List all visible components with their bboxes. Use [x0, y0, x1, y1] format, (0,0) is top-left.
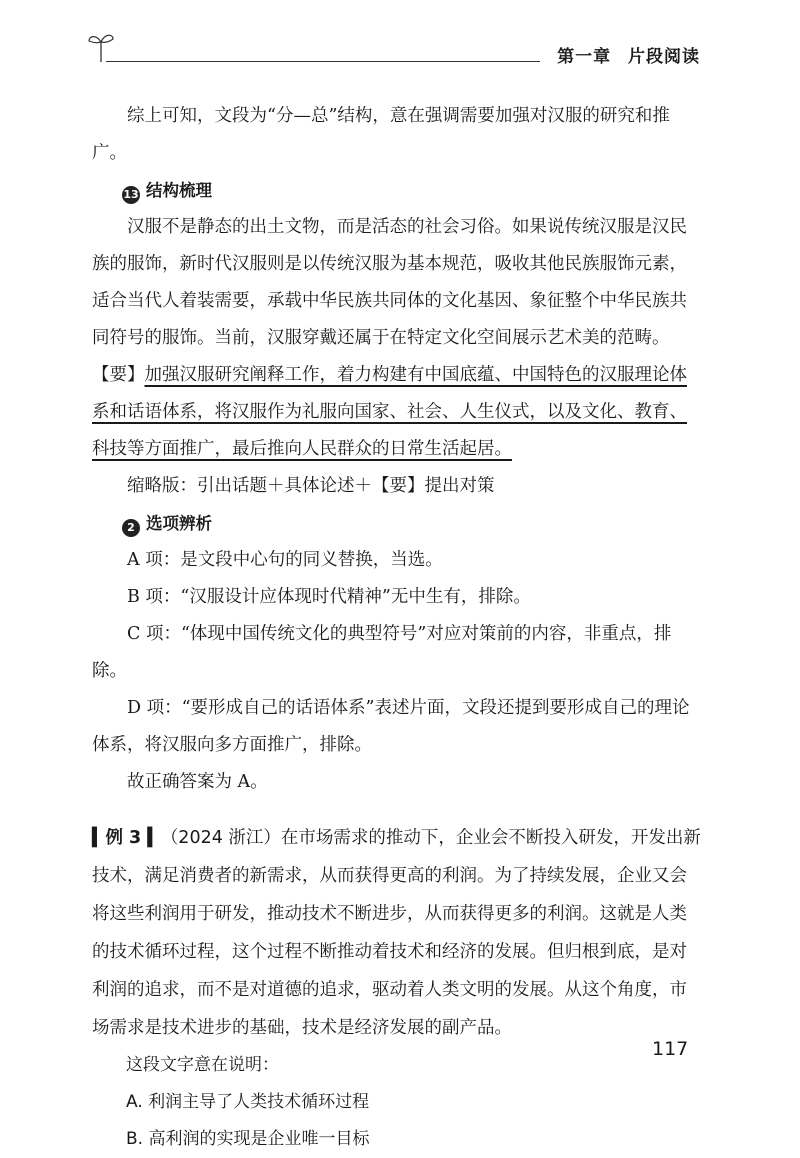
structure-heading — [122, 172, 702, 209]
chapter-title: 片段阅读 — [628, 47, 700, 67]
option-analysis-a: A 项：是文段中心句的同义替换，当选。 — [127, 550, 443, 570]
answer-line: 故正确答案为 A。 — [127, 772, 268, 792]
option-analysis-d: D 项：“要形成自己的话语体系”表述片面，文段还提到要形成自己的理论体系，将汉服向多方面推广，排除。 — [92, 698, 690, 755]
page-number: 117 — [652, 1038, 689, 1060]
example-text: （2024 浙江）在市场需求的推动下，企业会不断投入研发，开发出新技术，满足消费者的新需求，从而获得更高的利润。为了持续发展，企业又会将这些利润用于研发，推动技术不断进步，从而获得更多的利润。这就是人类的技术循环过程，这个过程不断推动着技术和经济的发展。但归根到底，是对利润的追求，而不是对道德的追求，驱动着人类文明的发展。从这个角度，市场需求是技术进步的基础，技术是经济发展的副产品。 — [92, 828, 701, 1038]
example-marker-right: ▍ — [141, 828, 161, 848]
chapter-number: 第一章 — [557, 47, 612, 67]
structure-paragraph — [92, 209, 702, 468]
structure-heading-text: 结构梳理 — [146, 181, 212, 200]
choice-a: A. 利润主导了人类技术循环过程 — [126, 1092, 370, 1112]
chapter-label — [557, 42, 700, 67]
summary-paragraph: 综上可知，文段为“分—总”结构，意在强调需要加强对汉服的研究和推广。 — [92, 106, 670, 163]
example-marker-left: ▍ — [92, 828, 106, 848]
option-analysis-c: C 项：“体现中国传统文化的典型符号”对应对策前的内容，非重点，排除。 — [92, 624, 672, 681]
structure-text: 汉服不是静态的出土文物，而是活态的社会习俗。如果说传统汉服是汉民族的服饰，新时代汉服则是以传统汉服为基本规范，吸收其他民族服饰元素，适合当代人着装需要，承载中华民族共同体的文化基因、象征整个中华民族共同符号的服饰。当前，汉服穿戴还属于在特定文化空间展示艺术美的范畴。 — [92, 217, 687, 348]
section-badge: 13 — [122, 186, 140, 204]
page-header — [86, 36, 700, 66]
option-analysis-b: B 项：“汉服设计应体现时代精神”无中生有，排除。 — [127, 587, 531, 607]
question-stem: 这段文字意在说明： — [126, 1055, 279, 1075]
example-label: 例 3 — [105, 828, 142, 848]
key-sentence-underlined: 加强汉服研究阐释工作，着力构建有中国底蕴、中国特色的汉服理论体系和话语体系，将汉服作为礼服向国家、社会、人生仪式，以及文化、教育、科技等方面推广，最后推向人民群众的日常生活起居。 — [92, 365, 687, 459]
choice-b: B. 高利润的实现是企业唯一目标 — [126, 1129, 370, 1149]
page-content — [92, 98, 702, 1158]
abbreviated-version: 缩略版：引出话题＋具体论述＋【要】提出对策 — [127, 476, 495, 496]
header-rule — [106, 61, 540, 62]
example-paragraph — [92, 819, 702, 1047]
sprout-icon — [86, 30, 116, 64]
section-badge: 2 — [122, 519, 140, 537]
options-heading — [122, 505, 702, 542]
options-heading-text: 选项辨析 — [146, 514, 212, 533]
key-tag: 【要】 — [92, 365, 145, 385]
